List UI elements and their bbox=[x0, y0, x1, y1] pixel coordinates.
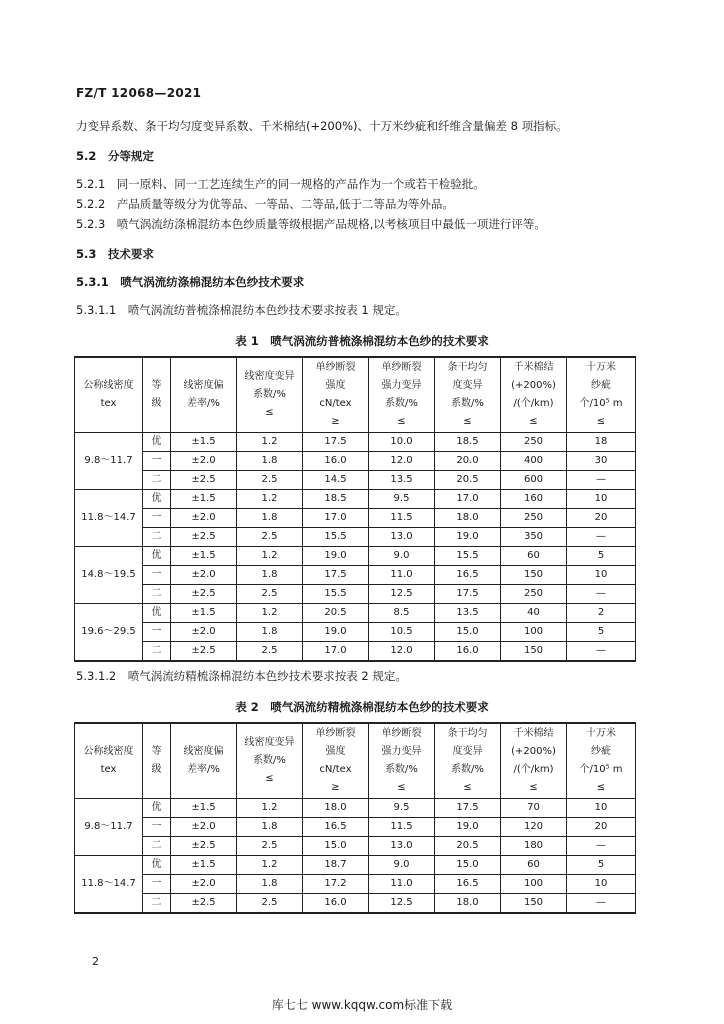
table-2 bbox=[74, 722, 636, 914]
header-line: 线密度变异 bbox=[244, 737, 295, 748]
value-cell: 1.2 bbox=[237, 490, 303, 509]
header-line: tex bbox=[100, 398, 117, 409]
table-row bbox=[75, 471, 636, 490]
value-cell: ±2.5 bbox=[171, 585, 237, 604]
density-cell: 11.8～14.7 bbox=[75, 856, 143, 914]
value-cell: 17.5 bbox=[435, 585, 501, 604]
header-line: cN/tex bbox=[319, 764, 352, 775]
table-row bbox=[75, 490, 636, 509]
value-cell: 350 bbox=[501, 528, 567, 547]
value-cell: 400 bbox=[501, 452, 567, 471]
value-cell: 18.7 bbox=[303, 856, 369, 875]
grade-cell: 二 bbox=[143, 528, 171, 547]
density-cell: 19.6～29.5 bbox=[75, 604, 143, 662]
value-cell: 1.8 bbox=[237, 875, 303, 894]
grade-cell: 二 bbox=[143, 585, 171, 604]
value-cell: ±2.0 bbox=[171, 509, 237, 528]
value-cell: ±2.0 bbox=[171, 566, 237, 585]
value-cell: 70 bbox=[501, 799, 567, 818]
value-cell: ±1.5 bbox=[171, 799, 237, 818]
value-cell: 18.0 bbox=[303, 799, 369, 818]
table-1 bbox=[74, 356, 636, 662]
value-cell: 9.0 bbox=[369, 856, 435, 875]
value-cell: 2.5 bbox=[237, 642, 303, 662]
header-cell bbox=[303, 723, 369, 799]
value-cell: 19.0 bbox=[435, 528, 501, 547]
header-line: 单纱断裂 bbox=[381, 362, 422, 373]
value-cell: — bbox=[567, 837, 636, 856]
header-cell bbox=[567, 723, 636, 799]
value-cell: 16.5 bbox=[435, 566, 501, 585]
value-cell: 1.8 bbox=[237, 566, 303, 585]
footer-watermark: 库七七 www.kqqw.com标准下载 bbox=[271, 998, 453, 1012]
value-cell: 160 bbox=[501, 490, 567, 509]
header-line: 强度 bbox=[325, 746, 346, 757]
header-cell bbox=[75, 723, 143, 799]
value-cell: 11.0 bbox=[369, 875, 435, 894]
value-cell: — bbox=[567, 894, 636, 914]
value-cell: 1.8 bbox=[237, 818, 303, 837]
density-cell: 9.8～11.7 bbox=[75, 799, 143, 856]
value-cell: 150 bbox=[501, 642, 567, 662]
value-cell: 1.2 bbox=[237, 856, 303, 875]
value-cell: 18.5 bbox=[303, 490, 369, 509]
table-row bbox=[75, 528, 636, 547]
value-cell: 14.5 bbox=[303, 471, 369, 490]
value-cell: 16.5 bbox=[303, 818, 369, 837]
table-row bbox=[75, 875, 636, 894]
value-cell: 2 bbox=[567, 604, 636, 623]
grade-cell: 二 bbox=[143, 837, 171, 856]
clause-5-3-1-2: 5.3.1.2 喷气涡流纺精梳涤棉混纺本色纱技术要求按表 2 规定。 bbox=[76, 669, 407, 683]
value-cell: 60 bbox=[501, 547, 567, 566]
grade-cell: 一 bbox=[143, 623, 171, 642]
header-line: 强力变异 bbox=[381, 380, 422, 391]
table-header-row bbox=[75, 357, 636, 433]
header-line: 级 bbox=[151, 398, 162, 409]
value-cell: ±1.5 bbox=[171, 547, 237, 566]
value-cell: 100 bbox=[501, 875, 567, 894]
header-line: ≤ bbox=[463, 416, 472, 427]
header-line: 条干均匀 bbox=[447, 728, 488, 739]
value-cell: — bbox=[567, 471, 636, 490]
grade-cell: 一 bbox=[143, 509, 171, 528]
grade-cell: 一 bbox=[143, 566, 171, 585]
table-1-caption: 表 1 喷气涡流纺普梳涤棉混纺本色纱的技术要求 bbox=[235, 334, 489, 348]
header-line: 差率/% bbox=[187, 398, 220, 409]
value-cell: 1.8 bbox=[237, 623, 303, 642]
value-cell: 10 bbox=[567, 875, 636, 894]
value-cell: ±2.5 bbox=[171, 642, 237, 662]
header-line: 差率/% bbox=[187, 764, 220, 775]
header-cell bbox=[303, 357, 369, 433]
value-cell: 2.5 bbox=[237, 894, 303, 914]
value-cell: 1.2 bbox=[237, 604, 303, 623]
header-cell bbox=[237, 723, 303, 799]
value-cell: 20 bbox=[567, 509, 636, 528]
header-cell bbox=[567, 357, 636, 433]
grade-cell: 一 bbox=[143, 875, 171, 894]
header-line: 系数/% bbox=[385, 398, 418, 409]
paragraph-continuation: 力变异系数、条干均匀度变异系数、千米棉结(+200%)、十万米纱疵和纤维含量偏差 8 项指标。 bbox=[76, 119, 568, 133]
value-cell: 9.0 bbox=[369, 547, 435, 566]
value-cell: 11.5 bbox=[369, 818, 435, 837]
value-cell: ±1.5 bbox=[171, 490, 237, 509]
section-5-3-1-title: 5.3.1 喷气涡流纺涤棉混纺本色纱技术要求 bbox=[76, 275, 305, 289]
value-cell: ±2.5 bbox=[171, 894, 237, 914]
header-line: 线密度偏 bbox=[183, 380, 224, 391]
table-row bbox=[75, 509, 636, 528]
page-number: 2 bbox=[92, 955, 99, 968]
grade-cell: 优 bbox=[143, 547, 171, 566]
grade-cell: 一 bbox=[143, 818, 171, 837]
table-row bbox=[75, 547, 636, 566]
header-line: 个/10⁵ m bbox=[579, 764, 623, 775]
value-cell: 20.5 bbox=[435, 471, 501, 490]
header-line: 十万米 bbox=[586, 362, 616, 373]
header-line: 个/10⁵ m bbox=[579, 398, 623, 409]
header-line: ≤ bbox=[397, 416, 406, 427]
header-line: (+200%) bbox=[511, 380, 556, 391]
value-cell: 5 bbox=[567, 547, 636, 566]
value-cell: — bbox=[567, 528, 636, 547]
value-cell: 10 bbox=[567, 799, 636, 818]
value-cell: 600 bbox=[501, 471, 567, 490]
header-line: 公称线密度 bbox=[83, 746, 134, 757]
value-cell: 15.5 bbox=[303, 585, 369, 604]
value-cell: 1.2 bbox=[237, 799, 303, 818]
value-cell: 1.8 bbox=[237, 452, 303, 471]
header-cell bbox=[435, 357, 501, 433]
value-cell: 17.0 bbox=[303, 509, 369, 528]
value-cell: 5 bbox=[567, 623, 636, 642]
value-cell: 17.5 bbox=[435, 799, 501, 818]
value-cell: 18.5 bbox=[435, 433, 501, 452]
header-line: 系数/% bbox=[253, 389, 286, 400]
value-cell: 250 bbox=[501, 509, 567, 528]
density-cell: 11.8～14.7 bbox=[75, 490, 143, 547]
value-cell: 150 bbox=[501, 566, 567, 585]
value-cell: 19.0 bbox=[303, 547, 369, 566]
value-cell: 12.0 bbox=[369, 452, 435, 471]
header-line: 线密度变异 bbox=[244, 371, 295, 382]
value-cell: 15.0 bbox=[435, 623, 501, 642]
value-cell: 20.5 bbox=[303, 604, 369, 623]
value-cell: ±2.0 bbox=[171, 875, 237, 894]
value-cell: 60 bbox=[501, 856, 567, 875]
header-line: 单纱断裂 bbox=[381, 728, 422, 739]
clause-5-3-1-1: 5.3.1.1 喷气涡流纺普梳涤棉混纺本色纱技术要求按表 1 规定。 bbox=[76, 303, 407, 317]
header-line: 线密度偏 bbox=[183, 746, 224, 757]
header-line: 单纱断裂 bbox=[315, 362, 356, 373]
value-cell: 15.5 bbox=[435, 547, 501, 566]
value-cell: ±2.5 bbox=[171, 471, 237, 490]
value-cell: 13.0 bbox=[369, 837, 435, 856]
section-5-2-title: 5.2 分等规定 bbox=[76, 149, 154, 163]
value-cell: 9.5 bbox=[369, 490, 435, 509]
table-row bbox=[75, 894, 636, 914]
header-line: ≥ bbox=[331, 782, 340, 793]
value-cell: 30 bbox=[567, 452, 636, 471]
value-cell: 2.5 bbox=[237, 471, 303, 490]
header-line: 条干均匀 bbox=[447, 362, 488, 373]
header-line: ≥ bbox=[331, 416, 340, 427]
value-cell: — bbox=[567, 585, 636, 604]
value-cell: 13.5 bbox=[369, 471, 435, 490]
value-cell: ±2.5 bbox=[171, 528, 237, 547]
header-line: 纱疵 bbox=[591, 380, 611, 391]
value-cell: 40 bbox=[501, 604, 567, 623]
value-cell: 16.0 bbox=[435, 642, 501, 662]
value-cell: 15.5 bbox=[303, 528, 369, 547]
header-cell bbox=[75, 357, 143, 433]
grade-cell: 优 bbox=[143, 490, 171, 509]
header-line: 公称线密度 bbox=[83, 380, 134, 391]
header-cell bbox=[171, 357, 237, 433]
value-cell: 10.5 bbox=[369, 623, 435, 642]
table-row bbox=[75, 433, 636, 452]
header-line: ≤ bbox=[265, 407, 274, 418]
value-cell: 150 bbox=[501, 894, 567, 914]
header-line: ≤ bbox=[529, 782, 538, 793]
header-cell bbox=[171, 723, 237, 799]
value-cell: ±1.5 bbox=[171, 433, 237, 452]
header-cell bbox=[501, 723, 567, 799]
header-line: /(个/km) bbox=[513, 398, 554, 409]
value-cell: 19.0 bbox=[435, 818, 501, 837]
grade-cell: 二 bbox=[143, 471, 171, 490]
clause-5-2-2: 5.2.2 产品质量等级分为优等品、一等品、二等品,低于二等品为等外品。 bbox=[76, 197, 454, 211]
value-cell: 18.0 bbox=[435, 509, 501, 528]
table-row bbox=[75, 604, 636, 623]
value-cell: 17.0 bbox=[435, 490, 501, 509]
header-line: 度变异 bbox=[452, 380, 483, 391]
header-line: 十万米 bbox=[586, 728, 616, 739]
value-cell: 120 bbox=[501, 818, 567, 837]
value-cell: 250 bbox=[501, 433, 567, 452]
header-line: 系数/% bbox=[451, 764, 484, 775]
header-line: 系数/% bbox=[385, 764, 418, 775]
table-row bbox=[75, 452, 636, 471]
value-cell: 19.0 bbox=[303, 623, 369, 642]
value-cell: ±2.5 bbox=[171, 837, 237, 856]
clause-5-2-1: 5.2.1 同一原料、同一工艺连续生产的同一规格的产品作为一个或若干检验批。 bbox=[76, 177, 485, 191]
header-line: 纱疵 bbox=[591, 746, 611, 757]
value-cell: 20.0 bbox=[435, 452, 501, 471]
value-cell: 13.5 bbox=[435, 604, 501, 623]
header-line: ≤ bbox=[529, 416, 538, 427]
value-cell: 8.5 bbox=[369, 604, 435, 623]
value-cell: 10.0 bbox=[369, 433, 435, 452]
table-row bbox=[75, 585, 636, 604]
value-cell: ±2.0 bbox=[171, 452, 237, 471]
value-cell: 1.8 bbox=[237, 509, 303, 528]
value-cell: 10 bbox=[567, 566, 636, 585]
header-line: 系数/% bbox=[451, 398, 484, 409]
header-cell bbox=[237, 357, 303, 433]
value-cell: 17.2 bbox=[303, 875, 369, 894]
header-line: ≤ bbox=[397, 782, 406, 793]
value-cell: 16.0 bbox=[303, 452, 369, 471]
header-cell bbox=[143, 357, 171, 433]
value-cell: 100 bbox=[501, 623, 567, 642]
value-cell: 2.5 bbox=[237, 528, 303, 547]
table-row bbox=[75, 623, 636, 642]
header-line: 千米棉结 bbox=[513, 728, 554, 739]
grade-cell: 二 bbox=[143, 642, 171, 662]
value-cell: 20 bbox=[567, 818, 636, 837]
table-row bbox=[75, 856, 636, 875]
value-cell: 250 bbox=[501, 585, 567, 604]
table-header-row bbox=[75, 723, 636, 799]
section-5-3-title: 5.3 技术要求 bbox=[76, 247, 154, 261]
table-2-caption: 表 2 喷气涡流纺精梳涤棉混纺本色纱的技术要求 bbox=[235, 700, 489, 714]
header-line: ≤ bbox=[596, 782, 606, 793]
header-line: /(个/km) bbox=[513, 764, 554, 775]
value-cell: 5 bbox=[567, 856, 636, 875]
table-row bbox=[75, 837, 636, 856]
grade-cell: 优 bbox=[143, 856, 171, 875]
grade-cell: 优 bbox=[143, 604, 171, 623]
header-line: tex bbox=[100, 764, 117, 775]
density-cell: 14.8～19.5 bbox=[75, 547, 143, 604]
value-cell: ±1.5 bbox=[171, 856, 237, 875]
header-cell bbox=[501, 357, 567, 433]
clause-5-2-3: 5.2.3 喷气涡流纺涤棉混纺本色纱质量等级根据产品规格,以考核项目中最低一项进行评等。 bbox=[76, 217, 546, 231]
value-cell: 2.5 bbox=[237, 585, 303, 604]
value-cell: 9.5 bbox=[369, 799, 435, 818]
grade-cell: 二 bbox=[143, 894, 171, 914]
header-cell bbox=[369, 357, 435, 433]
header-cell bbox=[143, 723, 171, 799]
value-cell: 16.0 bbox=[303, 894, 369, 914]
value-cell: 15.0 bbox=[303, 837, 369, 856]
value-cell: 18.0 bbox=[435, 894, 501, 914]
value-cell: ±2.0 bbox=[171, 818, 237, 837]
value-cell: 18 bbox=[567, 433, 636, 452]
header-line: 强度 bbox=[325, 380, 346, 391]
value-cell: 17.5 bbox=[303, 566, 369, 585]
table-row bbox=[75, 799, 636, 818]
value-cell: 15.0 bbox=[435, 856, 501, 875]
header-line: cN/tex bbox=[319, 398, 352, 409]
header-cell bbox=[435, 723, 501, 799]
header-line: 等 bbox=[151, 380, 162, 391]
value-cell: 2.5 bbox=[237, 837, 303, 856]
value-cell: 1.2 bbox=[237, 547, 303, 566]
value-cell: 20.5 bbox=[435, 837, 501, 856]
table-row bbox=[75, 642, 636, 662]
value-cell: ±2.0 bbox=[171, 623, 237, 642]
value-cell: — bbox=[567, 642, 636, 662]
value-cell: 17.5 bbox=[303, 433, 369, 452]
header-line: 单纱断裂 bbox=[315, 728, 356, 739]
value-cell: 13.0 bbox=[369, 528, 435, 547]
grade-cell: 优 bbox=[143, 433, 171, 452]
header-line: 系数/% bbox=[253, 755, 286, 766]
value-cell: 17.0 bbox=[303, 642, 369, 662]
grade-cell: 一 bbox=[143, 452, 171, 471]
header-line: ≤ bbox=[265, 773, 274, 784]
value-cell: 11.5 bbox=[369, 509, 435, 528]
header-line: 级 bbox=[151, 764, 162, 775]
table-row bbox=[75, 818, 636, 837]
density-cell: 9.8～11.7 bbox=[75, 433, 143, 490]
header-line: 强力变异 bbox=[381, 746, 422, 757]
table-row bbox=[75, 566, 636, 585]
value-cell: 12.5 bbox=[369, 894, 435, 914]
value-cell: 12.5 bbox=[369, 585, 435, 604]
header-line: 千米棉结 bbox=[513, 362, 554, 373]
header-line: 度变异 bbox=[452, 746, 483, 757]
standard-number: FZ/T 12068—2021 bbox=[76, 86, 202, 100]
value-cell: 11.0 bbox=[369, 566, 435, 585]
header-line: 等 bbox=[151, 746, 162, 757]
header-line: ≤ bbox=[596, 416, 606, 427]
value-cell: ±1.5 bbox=[171, 604, 237, 623]
value-cell: 12.0 bbox=[369, 642, 435, 662]
value-cell: 16.5 bbox=[435, 875, 501, 894]
value-cell: 180 bbox=[501, 837, 567, 856]
value-cell: 1.2 bbox=[237, 433, 303, 452]
grade-cell: 优 bbox=[143, 799, 171, 818]
value-cell: 10 bbox=[567, 490, 636, 509]
header-line: ≤ bbox=[463, 782, 472, 793]
header-cell bbox=[369, 723, 435, 799]
header-line: (+200%) bbox=[511, 746, 556, 757]
